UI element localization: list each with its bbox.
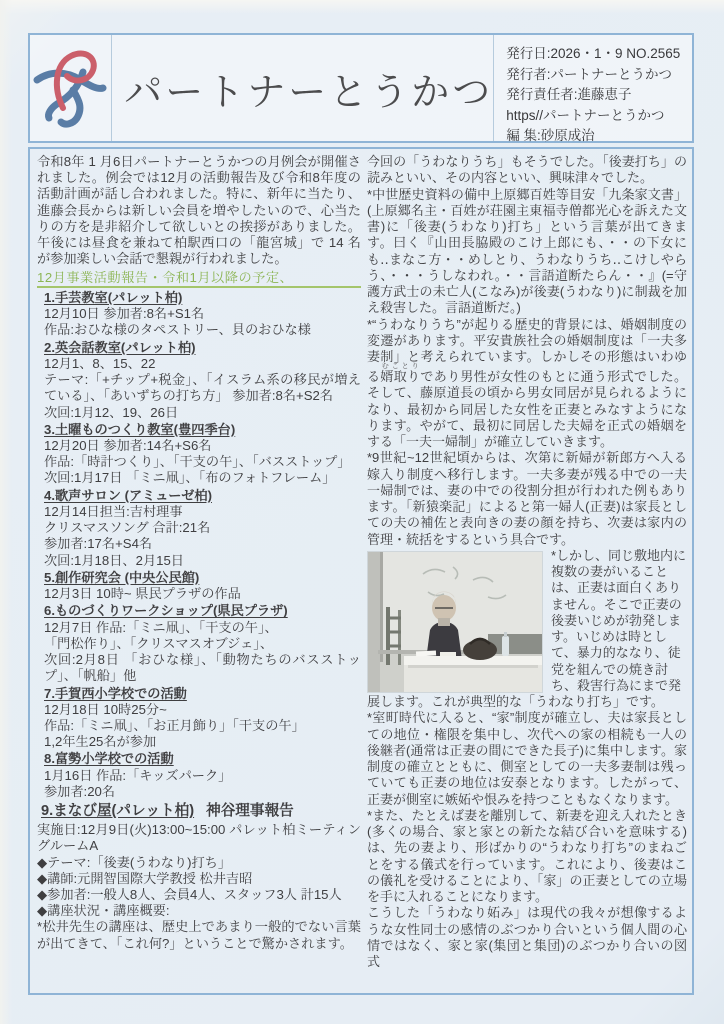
issue-editor: 編 集:砂原成治: [506, 128, 595, 144]
newsletter-body: [28, 147, 694, 995]
section-heading-extra: 神谷理事報告: [206, 803, 294, 820]
activity-section: [37, 751, 361, 800]
intro-paragraph: 令和8年 1 月6日パートナーとうかつの月例会が開催されました。例会では12月の活動報告及び令和8年度の活動計画が話し合われました。特に、新年に当たり、進藤会長からは新しい会員を増やしたいので、心当たりの方を是非紹介して欲しいとの挨拶がありました。午後には昼食を兼ねて柏駅西口の「龍宮城」で 14 名が参加楽しい会話で懇親が行われました。: [37, 154, 361, 267]
activity-sections: [37, 290, 361, 952]
section-heading-row: [44, 488, 361, 504]
partner-logo-icon: [33, 46, 109, 130]
scan-artifact-left: [0, 0, 12, 1024]
section-heading-row: [44, 290, 361, 306]
p3-ruby: [380, 363, 421, 384]
p3-ruby-reading: むことり: [380, 363, 421, 370]
section-lines: 実施日:12月9日(火)13:00~15:00 パレット柏ミーティングルームA ◆テーマ:「後妻(うわなり)打ち」 ◆講師:元開智国際大学教授 松井吉昭 ◆参加者:一般人8人、会員4人、スタッフ3人 計15人 ◆講座状況・講座概要: *松井先生の講座は、歴史上であまり一般的でない言葉が出てきて、「これ何?」ということで驚かされます。: [37, 822, 361, 951]
report-paragraph-2: *中世歴史資料の備中上原郷百姓等目安「九条家文書」(上原郷名主・百姓が荘園主東福寺僧都光心を訴えた文書)に「後妻(うわなり)打ち」という言葉が出てきます。曰く『山田長脇殿のこけ上郎にも、・・の下女にも‥まなこ方・・めしとり、うわなりうち‥こけしやらう、・・・うしなわれ。・・言語道断たらん・・』(=守護方武士の未亡人(こなみ)が後妻(うわなり)に制裁を加え殺害した。言語道断だ。): [366, 186, 687, 316]
p3-after: であり男性が女性のもとに通う形式でした。そして、藤原道長の頃から男女同居が見られるようになり、最初から同居した女性を正妻とみなすようになります。やがて、最初に同居した夫婦を正式の婚姻をする「一夫一婦制」が確立していきます。: [366, 369, 687, 449]
section-heading: 2.英会話教室(パレット柏): [44, 339, 196, 355]
section-lines: 12月3日 10時~ 県民プラザの作品: [44, 586, 241, 602]
left-column: [37, 154, 361, 989]
scan-artifact-top: [0, 0, 724, 14]
section-heading: 5.創作研究会 (中央公民館): [44, 569, 200, 585]
logo-cell: [30, 35, 112, 141]
report-paragraph-3: [367, 317, 687, 451]
section-heading: 6.ものづくりワークショップ(県民プラザ): [44, 603, 288, 619]
section-heading-row: [44, 686, 361, 702]
section-heading: 8.富勢小学校での活動: [44, 751, 174, 767]
section-lines: 12月20日 参加者:14名+S6名 作品:「時計つくり」、「干支の午」、「バスストップ」 次回:1月17日 「ミニ凧」、「布のフォトフレーム」: [44, 437, 351, 486]
issue-publisher: 発行者:パートナーとうかつ: [506, 66, 672, 82]
report-paragraph-6: *室町時代に入ると、“家”制度が確立し、夫は家長としての地位・権限を集中し、次代への家の相続も一人の後継者(通常は正妻の間にできた長子)に集中します。家制度の確立とともに、側室としての一夫多妻制は残っていても正妻の地位は安泰となります。したがって、正妻が側室に嫉妬や恨みを持つこともなくなります。: [366, 710, 687, 807]
lecture-photo: [367, 551, 543, 693]
photo-paragraph-wrap: [367, 548, 687, 711]
activity-section: [37, 422, 361, 487]
section-heading: 1.手芸教室(パレット柏): [44, 289, 183, 305]
issue-url: https//パートナーとうかつ: [506, 107, 665, 123]
p3-ruby-base: 婿取り: [380, 369, 421, 384]
section-heading: 4.歌声サロン (アミューゼ柏): [44, 487, 212, 503]
p3-before: *“うわなりうち”が起りる歴史的背景には、婚姻制度の変遷があります。平安貴族社会の婚姻制度は「一夫多妻制」と考えられています。しかしその形態はいわゆる: [366, 316, 687, 384]
activity-section: [37, 488, 361, 569]
newsletter-header: [28, 33, 694, 143]
section-heading: 7.手賀西小学校での活動: [44, 685, 187, 701]
report-paragraph-5: *しかし、同じ敷地内に複数の妻がいることは、正妻は面白くありません。そこで正妻の後妻いじめが勃発します。いじめは時として、暴力的ななり、徒党を組んでの焼き討ち、殺害行為にまで発展します。これが典型的な「うわなり打ち」です。: [366, 547, 687, 709]
issue-chief: 発行責任者:進藤恵子: [506, 87, 632, 103]
activity-section: [37, 803, 361, 952]
activity-section: [37, 340, 361, 421]
section-lines: 12月14日担当:吉村理事 クリスマスソング 合計:21名 参加者:17名+S4名 次回:1月18日、2月15日: [44, 503, 211, 568]
activity-section: [37, 686, 361, 751]
section-lines: 12月10日 参加者:8名+S1名 作品:おひな様のタペストリー、貝のおひな様: [44, 306, 311, 338]
report-paragraph-4: *9世紀~12世紀頃からは、次第に新婦が新郎方へ入る嫁入り制度へ移行します。一夫多妻が残る中での一夫一婦制では、妻の中での役割分担が行われた例もあります。「新猿楽記」によると第一婦人(正妻)は家長としての夫の補佐と表向きの妻の顔を持ち、次妻は家内の管理・統括をするという具合です。: [366, 450, 687, 547]
schedule-heading: 12月事業活動報告・令和1月以降の予定、: [37, 270, 361, 288]
activity-section: [37, 290, 361, 339]
section-heading-row: [44, 340, 361, 356]
section-heading-row: [44, 422, 361, 438]
report-paragraph-1: 今回の「うわなりうち」もそうでした。「後妻打ち」の読みといい、その内容といい、興味津々でした。: [366, 154, 687, 186]
section-heading-row: [44, 751, 361, 767]
activity-section: [37, 570, 361, 602]
section-lines: 12月7日 作品:「ミニ凧」、「干支の午」、 「門松作り」、「クリスマスオブジェ」、 次回:2月8日 「おひな様」、「動物たちのバスストップ」、「帆船」他: [44, 619, 361, 684]
title-cell: [112, 35, 493, 141]
report-paragraph-8: こうした「うわなり妬み」は現代の我々が想像するような女性同士の感情のぶつかり合いという個人間の心情ではなく、家と家(集団と集団)のぶつかり合いの図式: [366, 905, 687, 969]
section-lines: 12月1、8、15、22 テーマ:「+チップ+税金」、「イスラム系の移民が増えている」、「あいずちの打ち方」 参加者:8名+S2名 次回:1月12、19、26日: [44, 355, 361, 420]
section-heading-row: [44, 603, 361, 619]
report-paragraph-7: *また、たとえば妻を離別して、新妻を迎え入れたとき(多くの場合、家と家との新たな結び合いを意味する)は、先の妻より、形ばかりの“うわなり打ち”のまねごとをする儀式を行っています。これにより、後妻はこの儀礼を受けることにより、「家」の正妻としての立場を手に入れることになります。: [366, 807, 687, 904]
issue-info: [493, 35, 692, 144]
newsletter-title: パートナーとうかつ: [124, 71, 494, 114]
right-column: [367, 154, 687, 989]
section-heading: 9.まなび屋(パレット柏): [41, 803, 195, 820]
activity-section: [37, 603, 361, 684]
issue-date: 発行日:2026・1・9 NO.2565: [506, 46, 681, 61]
section-heading-row: [41, 803, 361, 821]
section-heading: 3.土曜ものつくり教室(豊四季台): [44, 421, 236, 437]
section-lines: 1月16日 作品:「キッズパーク」 参加者:20名: [44, 767, 232, 799]
section-heading-row: [44, 570, 361, 586]
section-lines: 12月18日 10時25分~ 作品:「ミニ凧」、「お正月飾り」「干支の午」 1,2年生25名が参加: [44, 701, 305, 750]
